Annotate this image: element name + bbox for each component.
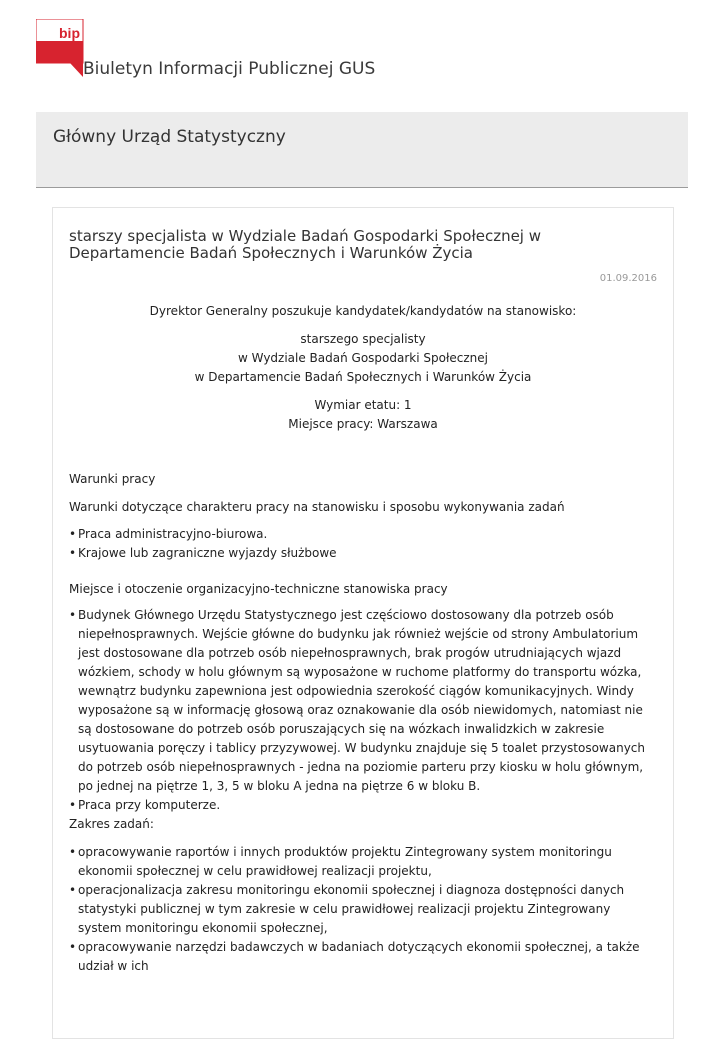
bullet-icon: •	[69, 546, 77, 560]
list-item: • Budynek Głównego Urzędu Statystycznego jest częściowo dostosowany dla potrzeb osób niepełnosprawnych. Wejście główne do budynku jak również wejście od strony Ambulatorium jest dostosowane dla potrzeb osób niepełnosprawnych, brak progów utrudniających wjazd wózkiem, schody w holu głównym są wyposażone w ruchome platformy do transportu wózka, wewnątrz budynku zapewniona jest odpowiednia szerokość ciągów komunikacyjnych. Windy wyposażone są w informację głosową oraz oznakowanie dla osób niewidomych, natomiast nie są dostosowane do potrzeb osób poruszających się na wózkach inwalidzkich w zakresie usytuowania poręczy i tablicy przyzywowej. W budynku znajduje się 5 toalet przystosowanych do potrzeb osób niepełnosprawnych - jedna na poziomie parteru przy kiosku w holu głównym, po jednej na piętrze 1, 3, 5 w bloku A jedna na piętrze 6 w bloku B.	[69, 608, 646, 793]
position-line: w Departamencie Badań Społecznych i Warunków Życia	[194, 370, 532, 384]
bip-logo	[36, 19, 86, 77]
bullet-icon: •	[69, 845, 77, 859]
bullet-icon: •	[69, 798, 77, 812]
warunki-heading: Warunki pracy	[69, 472, 156, 486]
bullet-icon: •	[69, 940, 77, 954]
warunki-list	[69, 525, 657, 563]
bip-logo-text: bip	[59, 25, 80, 41]
miejsce-list	[69, 606, 657, 815]
list-item: • Praca przy komputerze.	[69, 796, 657, 815]
employment-block	[69, 396, 657, 434]
list-item: • operacjonalizacja zakresu monitoringu ekonomii społecznej i diagnoza dostępności danych statystyki publicznej w tym zakresie w celu prawidłowej realizacji projektu Zintegrowany system monitoringu ekonomii społecznej,	[69, 883, 625, 935]
bullet-icon: •	[69, 527, 77, 541]
intro-text: Dyrektor Generalny poszukuje kandydatek/kandydatów na stanowisko:	[149, 304, 577, 318]
place-text: Miejsce pracy: Warszawa	[288, 417, 438, 431]
bullet-icon: •	[69, 608, 77, 622]
list-item: • opracowywanie narzędzi badawczych w badaniach dotyczących ekonomii społecznej, a także udział w ich	[69, 940, 640, 973]
position-line: w Wydziale Badań Gospodarki Społecznej	[238, 351, 488, 365]
article-card	[52, 207, 674, 1039]
position-block	[69, 330, 657, 387]
article-date: 01.09.2016	[599, 273, 657, 284]
article-title: starszy specjalista w Wydziale Badań Gospodarki Społecznej w Departamencie Badań Społecznych i Warunków Życia	[69, 227, 542, 262]
article-content	[69, 228, 657, 976]
etat-text: Wymiar etatu: 1	[314, 398, 412, 412]
zakres-heading: Zakres zadań:	[69, 817, 154, 831]
zakres-list	[69, 843, 657, 976]
miejsce-heading: Miejsce i otoczenie organizacyjno-techniczne stanowiska pracy	[69, 582, 448, 596]
position-line: starszego specjalisty	[300, 332, 426, 346]
warunki-subheading: Warunki dotyczące charakteru pracy na stanowisku i sposobu wykonywania zadań	[69, 500, 565, 514]
list-item: • Krajowe lub zagraniczne wyjazdy służbowe	[69, 544, 657, 563]
institution-band	[36, 112, 688, 188]
institution-title[interactable]: Główny Urząd Statystyczny	[53, 127, 286, 147]
bullet-icon: •	[69, 883, 77, 897]
list-item: • Praca administracyjno-biurowa.	[69, 525, 657, 544]
site-title[interactable]: Biuletyn Informacji Publicznej GUS	[83, 59, 376, 79]
list-item: • opracowywanie raportów i innych produktów projektu Zintegrowany system monitoringu ekonomii społecznej w celu prawidłowej realizacji projektu,	[69, 845, 612, 878]
